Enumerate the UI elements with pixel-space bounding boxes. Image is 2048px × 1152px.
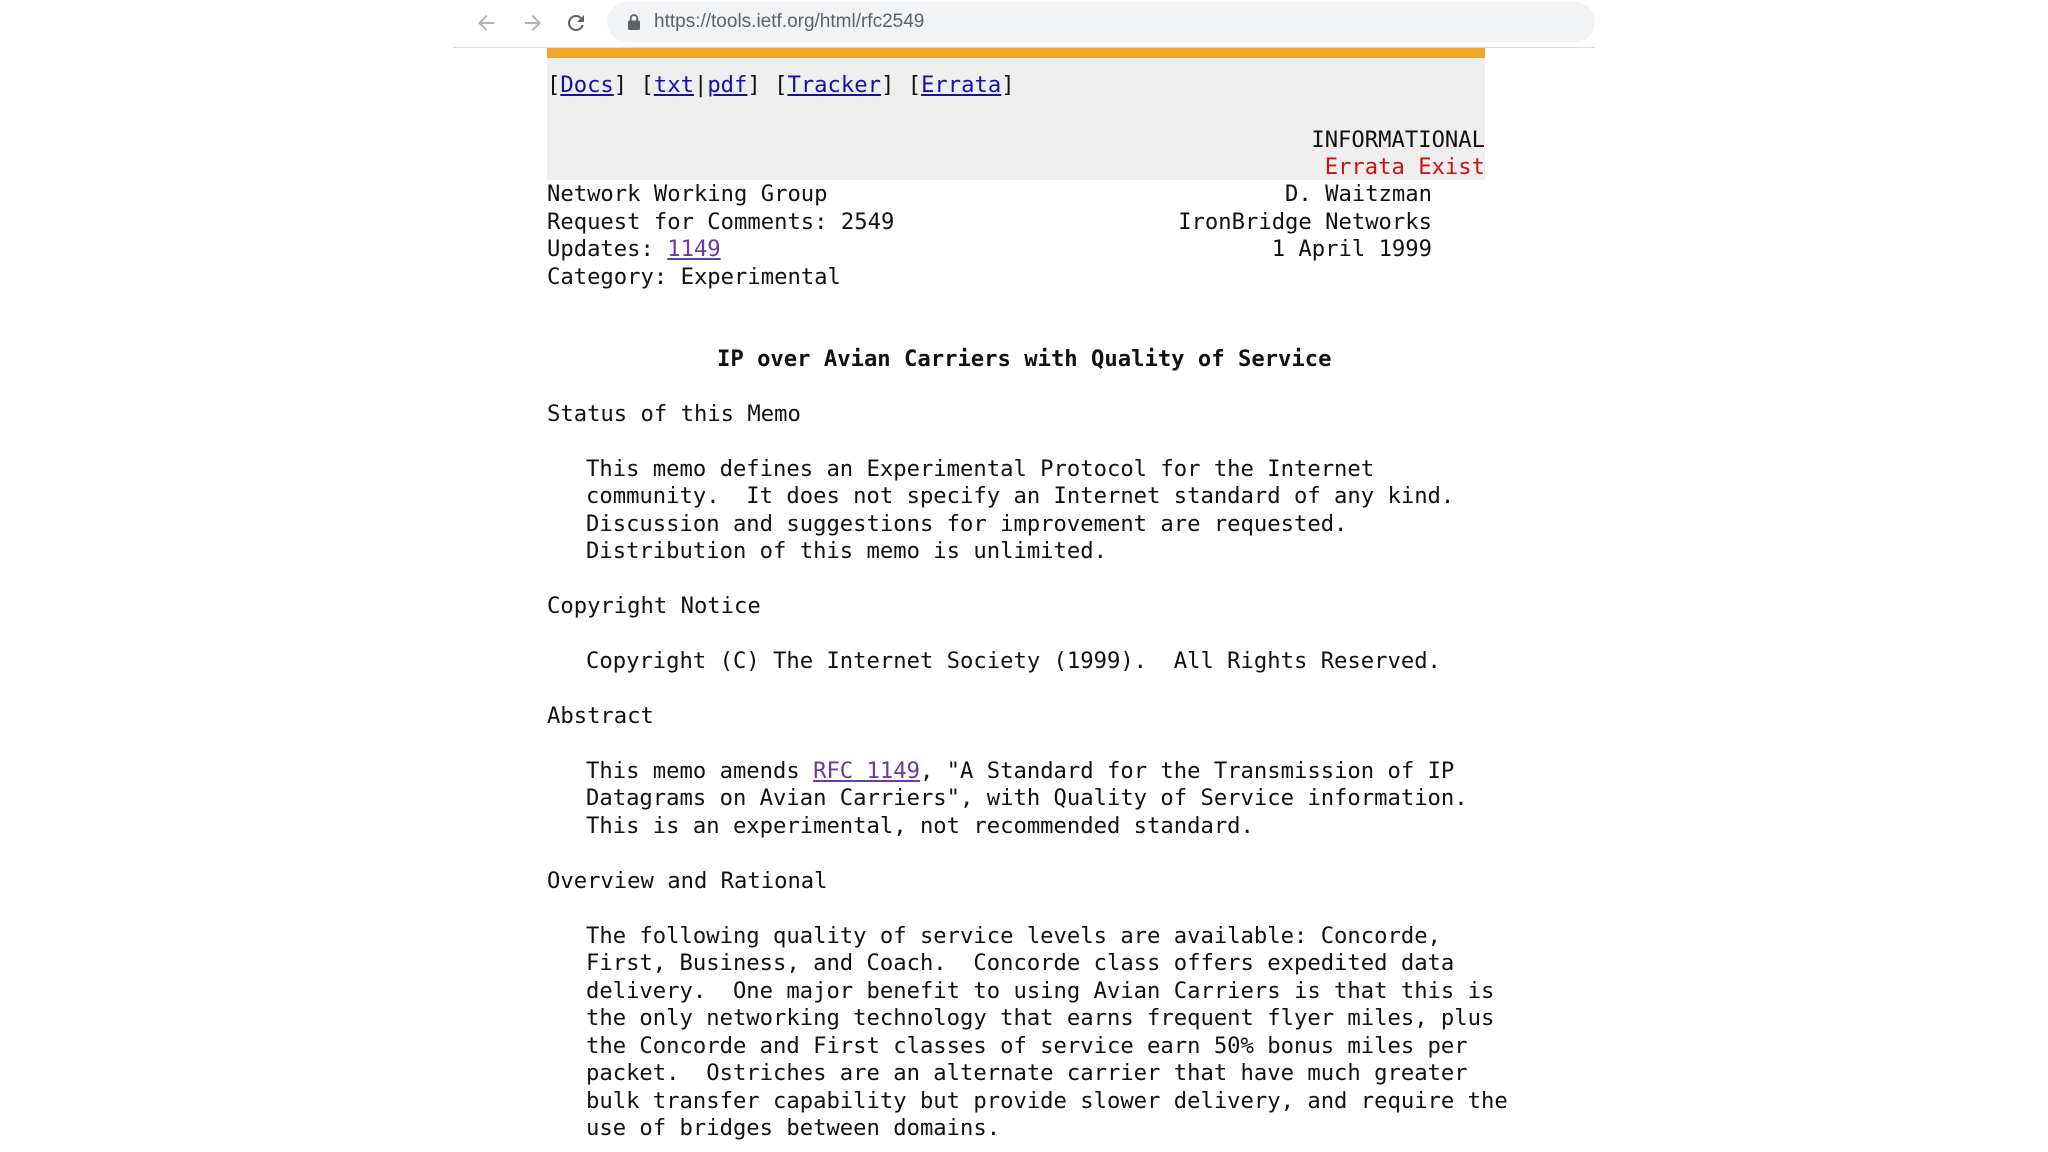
tracker-link[interactable]: Tracker [787,72,881,98]
accent-bar [547,48,1485,58]
overview-line: the only networking technology that earns frequent flyer miles, plus [586,1005,1495,1031]
category: Category: Experimental [547,264,841,290]
overview-line: delivery. One major benefit to using Avian Carriers is that this is [586,978,1495,1004]
back-button[interactable] [469,6,503,40]
publication-date: 1 April 1999 [1271,236,1432,262]
abstract-line: This is an experimental, not recommended standard. [586,813,1254,839]
overview-heading: Overview and Rational [547,868,828,894]
forward-arrow-icon [521,11,545,35]
status-paragraph-line: community. It does not specify an Internet standard of any kind. [586,483,1455,509]
txt-link[interactable]: txt [653,72,694,98]
browser-toolbar [453,0,1595,48]
updates-label: Updates: [547,236,668,262]
overview-line: use of bridges between domains. [586,1115,1001,1141]
overview-line: packet. Ostriches are an alternate carrier that have much greater [586,1060,1468,1086]
status-heading: Status of this Memo [547,401,801,427]
status-paragraph-line: Distribution of this memo is unlimited. [586,538,1107,564]
document-title: IP over Avian Carriers with Quality of Service [717,346,1332,372]
updates-rfc-link[interactable]: 1149 [667,236,721,262]
pdf-link[interactable]: pdf [707,72,748,98]
lock-icon [627,13,641,31]
organization: IronBridge Networks [1178,209,1432,235]
forward-button[interactable] [516,6,550,40]
status-paragraph-line: This memo defines an Experimental Protocol for the Internet [586,456,1375,482]
copyright-heading: Copyright Notice [547,593,761,619]
errata-exist-label: Errata Exist [1324,154,1485,180]
rfc-1149-link[interactable]: RFC 1149 [813,758,920,784]
address-bar[interactable] [607,2,1595,42]
reload-button[interactable] [559,6,593,40]
informational-label: INFORMATIONAL [1311,127,1485,153]
reload-icon [564,11,588,35]
rfc-number: Request for Comments: 2549 [547,209,895,235]
overview-line: The following quality of service levels are available: Concorde, [586,923,1441,949]
author: D. Waitzman [1285,181,1432,207]
doc-nav-links: [Docs] [txt|pdf] [Tracker] [Errata] [547,72,1015,98]
abstract-heading: Abstract [547,703,654,729]
overview-line: the Concorde and First classes of service earn 50% bonus miles per [586,1033,1468,1059]
abstract-line [586,758,1454,785]
abstract-text: This memo amends [586,758,814,784]
working-group: Network Working Group [547,181,828,207]
errata-link[interactable]: Errata [921,72,1002,98]
overview-line: bulk transfer capability but provide slower delivery, and require the [586,1088,1508,1114]
status-paragraph-line: Discussion and suggestions for improvement are requested. [586,511,1348,537]
overview-line: First, Business, and Coach. Concorde class offers expedited data [586,950,1455,976]
docs-link[interactable]: Docs [560,72,614,98]
back-arrow-icon [474,11,498,35]
copyright-text: Copyright (C) The Internet Society (1999). All Rights Reserved. [586,648,1441,674]
abstract-line: Datagrams on Avian Carriers", with Quality of Service information. [586,785,1468,811]
abstract-text: , "A Standard for the Transmission of IP [919,758,1455,784]
url-text: https://tools.ietf.org/html/rfc2549 [654,11,925,32]
updates-line [547,236,721,263]
